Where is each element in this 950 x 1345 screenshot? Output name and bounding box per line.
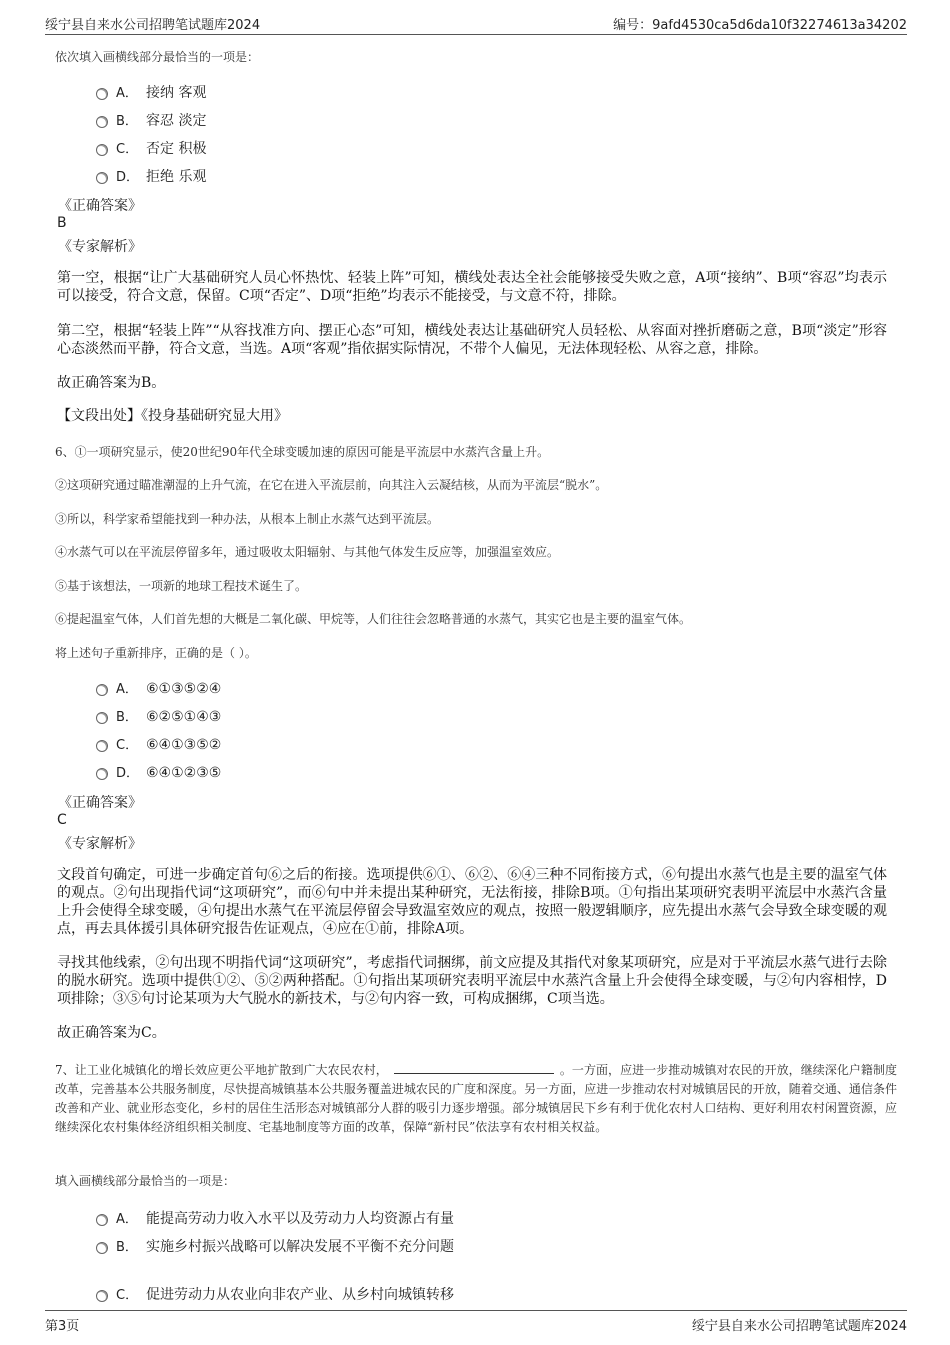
page-header [45,12,907,35]
q5-analysis-p3: 故正确答案为B。 [57,375,166,391]
page-footer [45,1310,907,1335]
q7-passage: 7、让工业化城镇化的增长效应更公平地扩散到广大农民农村， 。一方面，应进一步推动城镇对农民的开放，继续深化户籍制度改革，完善基本公共服务制度，尽快提高城镇基本公共服务覆盖进城农民的广度和深度。另一方面，应进一步推动农村对城镇居民的开放，随着交通、通信条件改善和产业、就业形态变化，乡村的居住生活形态对城镇部分人群的吸引力逐步增强。部分城镇居民下乡有利于优化农村人口结构、更好利用农村闲置资源，应继续深化农村集体经济组织相关制度、宅基地制度等方面的改革，保障“新村民”依法享有农村相关权益。 [55,1063,897,1134]
q6-sentence-2: ②这项研究通过瞄准潮湿的上升气流，在它在进入平流层前，向其注入云凝结核，从而为平流层“脱水”。 [55,478,608,492]
radio-icon[interactable] [96,144,108,156]
q6-prompt: 将上述句子重新排序，正确的是（ ）。 [55,646,257,660]
q6-sentence-3: ③所以，科学家希望能找到一种办法，从根本上制止水蒸气达到平流层。 [55,512,440,526]
radio-icon[interactable] [96,1214,108,1226]
q6-answer-label: 《正确答案》 [58,795,142,811]
q5-option-a[interactable]: A． 接纳 客观 [96,82,206,106]
q5-option-b[interactable]: B． 容忍 淡定 [96,110,206,134]
q6-analysis-label: 《专家解析》 [58,836,142,852]
q5-option-c[interactable]: C． 否定 积极 [96,138,206,162]
fill-blank [394,1061,554,1074]
footer-title: 绥宁县自来水公司招聘笔试题库2024 [691,1319,907,1334]
radio-icon[interactable] [96,768,108,780]
q6-option-b[interactable]: B． ⑥②⑤①④③ [96,706,221,730]
q5-analysis-p1: 第一空，根据“让广大基础研究人员心怀热忱、轻装上阵”可知，横线处表达全社会能够接受失败之意，A项“接纳”、B项“容忍”均表示可以接受，符合文意，保留。C项“否定”、D项“拒绝”均表示不能接受，与文意不符，排除。 [57,270,887,304]
header-title: 绥宁县自来水公司招聘笔试题库2024 [45,18,261,33]
header-doc-id: 编号：9afd4530ca5d6da10f32274613a34202 [613,18,907,33]
radio-icon[interactable] [96,172,108,184]
radio-icon[interactable] [96,1242,108,1254]
q6-analysis-p3: 故正确答案为C。 [57,1025,166,1041]
q6-answer: C [57,812,67,828]
page-number: 第3页 [45,1319,80,1334]
q6-sentence-6: ⑥提起温室气体，人们首先想的大概是二氧化碳、甲烷等，人们往往会忽略普通的水蒸气，其实它也是主要的温室气体。 [55,612,692,626]
q6-sentence-4: ④水蒸气可以在平流层停留多年，通过吸收太阳辐射、与其他气体发生反应等，加强温室效应。 [55,545,560,559]
q5-answer: B [57,215,67,231]
q5-answer-label: 《正确答案》 [58,198,142,214]
q6-analysis-p1: 文段首句确定，可进一步确定首句⑥之后的衔接。选项提供⑥①、⑥②、⑥④三种不同衔接方式，⑥句提出水蒸气也是主要的温室气体的观点。②句出现指代词“这项研究”，而⑥句中并未提出某种研究，无法衔接，排除B项。①句指出某项研究表明平流层中水蒸汽含量上升会使得全球变暖，④句提出水蒸气在平流层停留会导致温室效应的观点，按照一般逻辑顺序，应先提出水蒸气会导致全球变暖的观点，再去具体援引具体研究报告佐证观点，④应在①前，排除A项。 [57,867,887,937]
radio-icon[interactable] [96,740,108,752]
radio-icon[interactable] [96,684,108,696]
radio-icon[interactable] [96,1290,108,1302]
q6-analysis-p2: 寻找其他线索，②句出现不明指代词“这项研究”，考虑指代词捆绑，前文应提及其指代对象某项研究，应是对于平流层水蒸气进行去除的脱水研究。选项中提供①②、⑤②两种搭配。①句指出某项研究表明平流层中水蒸汽含量上升会使得全球变暖，与②句内容相悖，D项排除；③⑤句讨论某项为大气脱水的新技术，与②句内容一致，可构成捆绑，C项当选。 [57,955,887,1007]
q7-option-a[interactable]: A． 能提高劳动力收入水平以及劳动力人均资源占有量 [96,1208,454,1232]
q5-analysis-label: 《专家解析》 [58,239,142,255]
radio-icon[interactable] [96,88,108,100]
q6-sentence-5: ⑤基于该想法，一项新的地球工程技术诞生了。 [55,579,308,593]
radio-icon[interactable] [96,116,108,128]
q6-option-a[interactable]: A． ⑥①③⑤②④ [96,678,221,702]
q5-source: 【文段出处】《投身基础研究显大用》 [57,408,288,424]
q6-option-d[interactable]: D． ⑥④①②③⑤ [96,762,221,786]
q6-sentence-1: 6、①一项研究显示，使20世纪90年代全球变暖加速的原因可能是平流层中水蒸汽含量上升。 [55,445,550,459]
q5-option-d[interactable]: D． 拒绝 乐观 [96,166,206,190]
radio-icon[interactable] [96,712,108,724]
q5-prompt: 依次填入画横线部分最恰当的一项是： [55,50,260,64]
q6-option-c[interactable]: C． ⑥④①③⑤② [96,734,221,758]
q5-analysis-p2: 第二空，根据“轻装上阵”“从容找准方向、摆正心态”可知，横线处表达让基础研究人员轻松、从容面对挫折磨砺之意，B项“淡定”形容心态淡然而平静，符合文意，当选。A项“客观”指依据实际情况，不带个人偏见，无法体现轻松、从容之意，排除。 [57,323,887,357]
q7-option-b[interactable]: B． 实施乡村振兴战略可以解决发展不平衡不充分问题 [96,1236,454,1260]
q7-option-c[interactable]: C． 促进劳动力从农业向非农产业、从乡村向城镇转移 [96,1284,454,1308]
q7-prompt: 填入画横线部分最恰当的一项是： [55,1174,236,1188]
